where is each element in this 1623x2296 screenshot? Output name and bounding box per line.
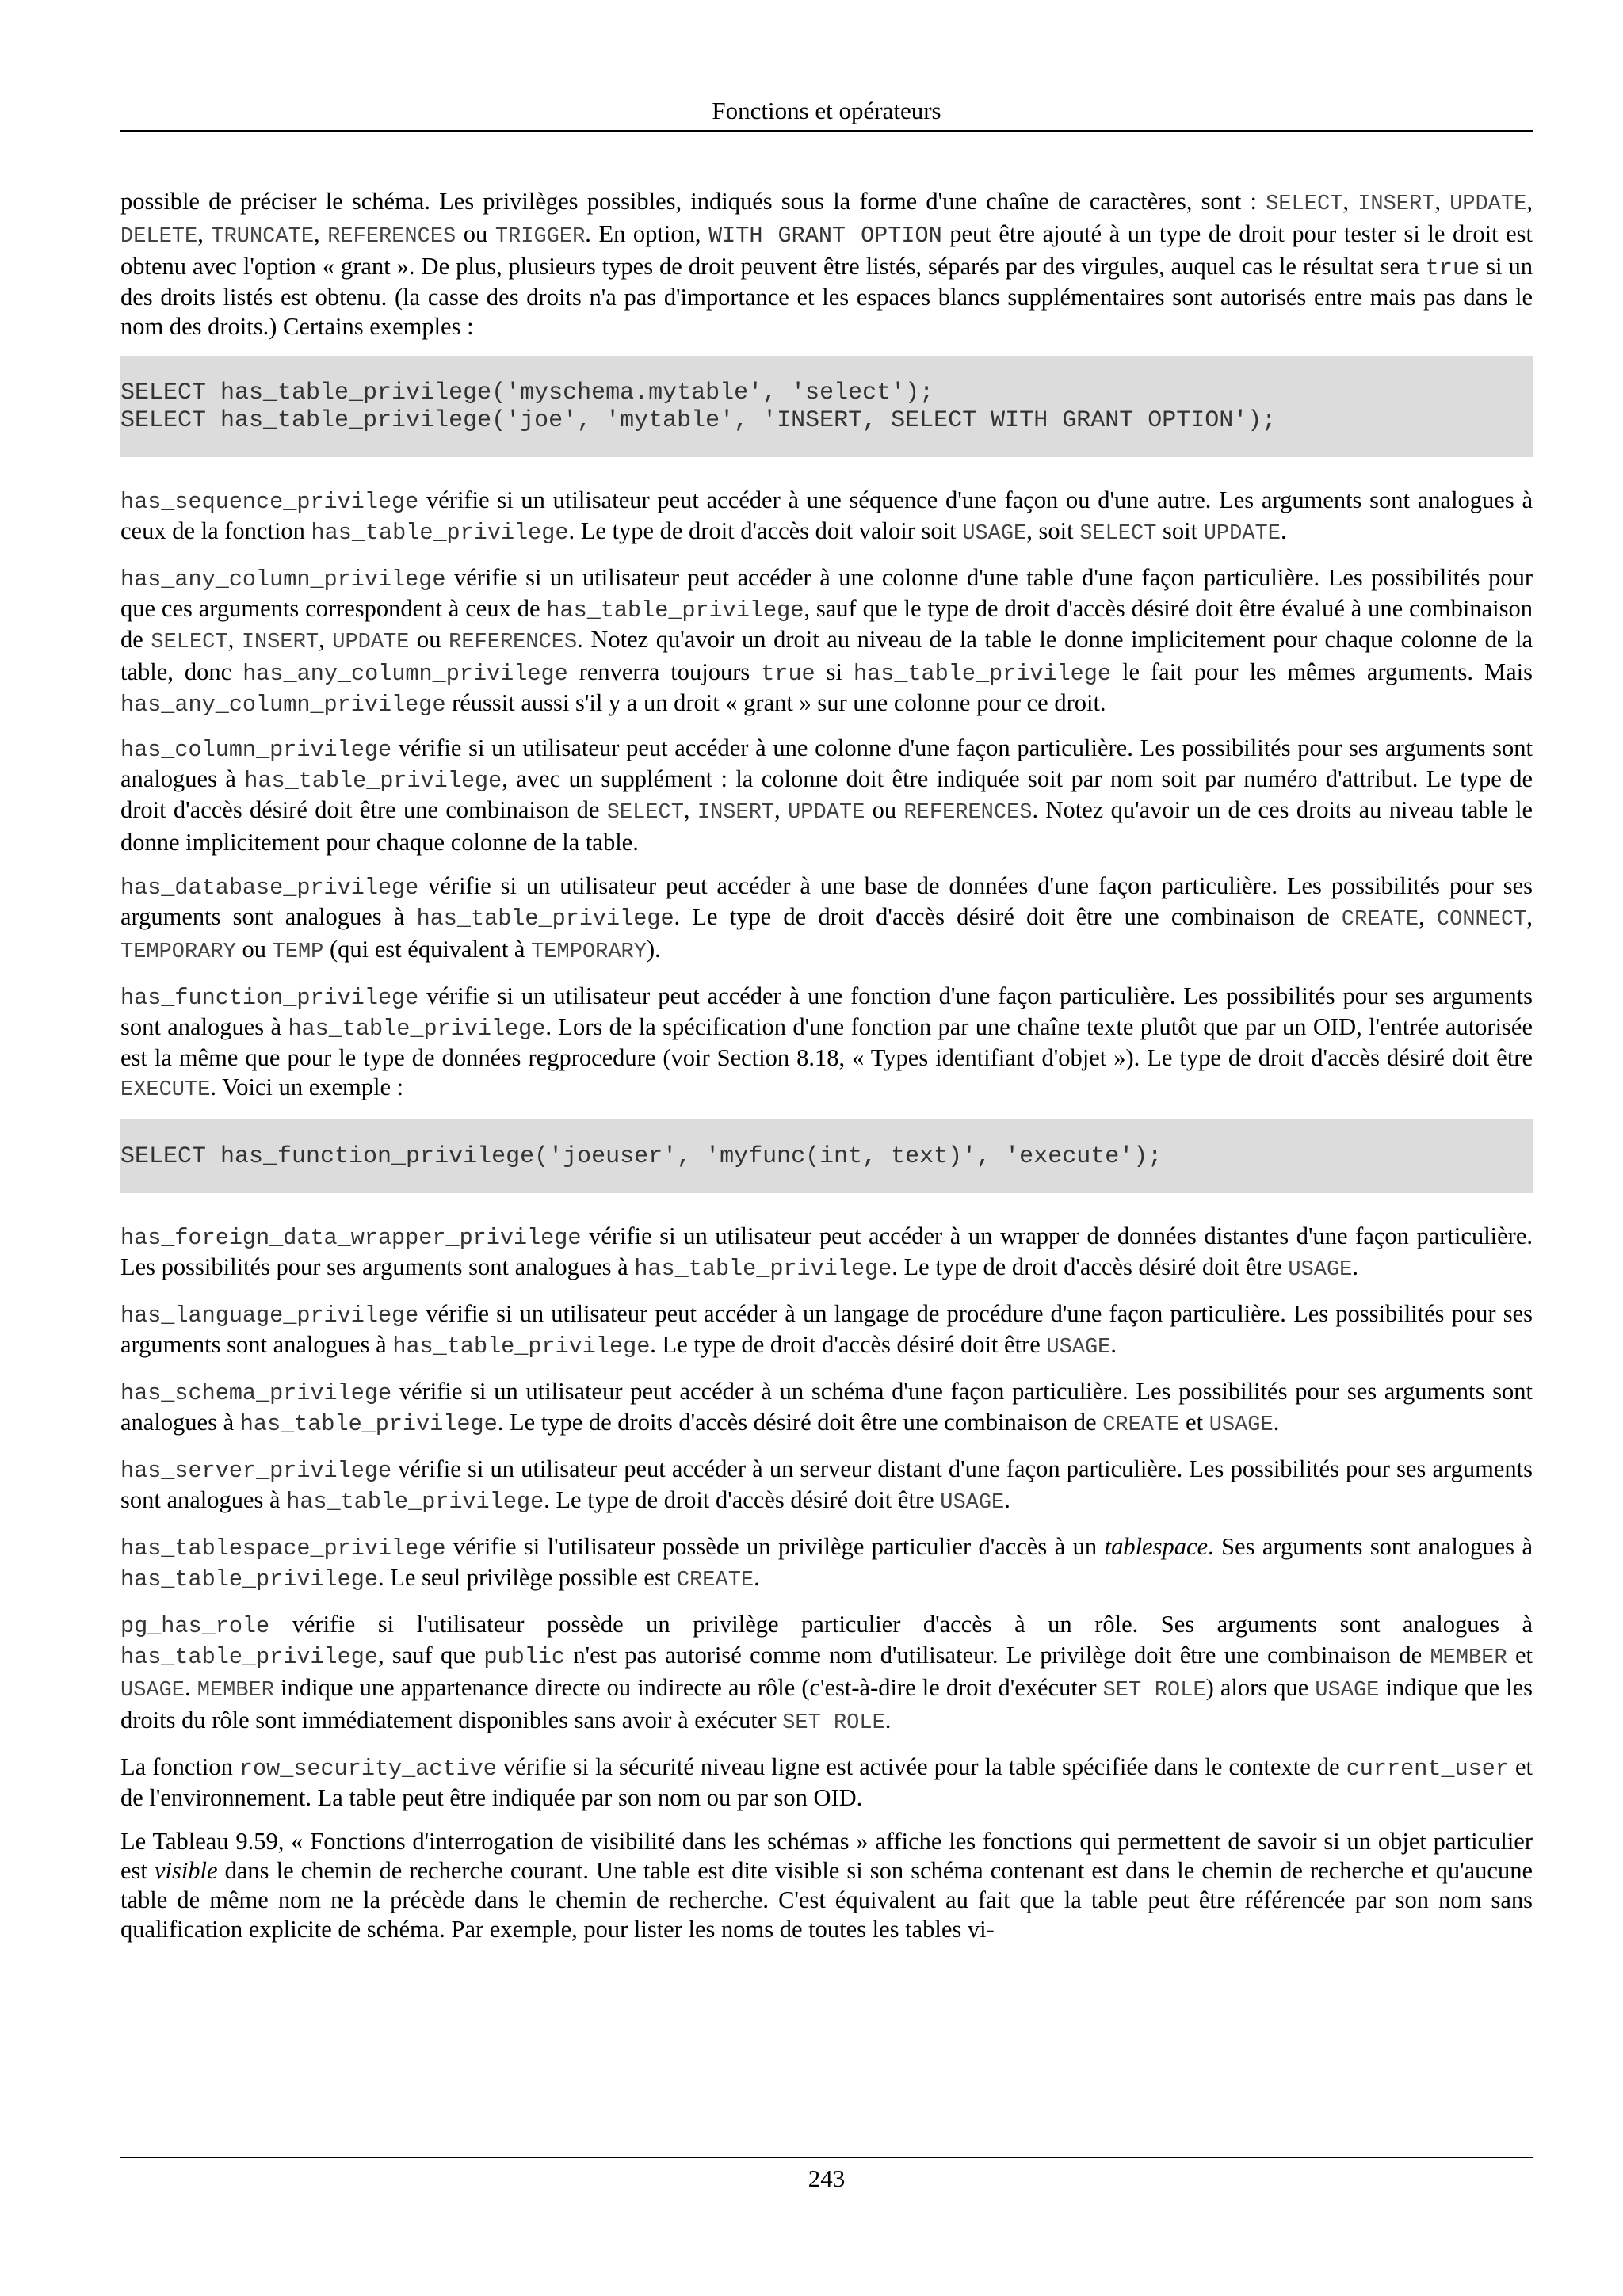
paragraph-has-tablespace-privilege: has_tablespace_privilege vérifie si l'utilisateur possède un privilège particulier d'accès à un tablespace. Ses arguments sont analogues à has_table_privilege. Le seul privilège possible est CREATE. — [120, 1533, 1533, 1592]
code-line: SELECT has_table_privilege('joe', 'mytable', 'INSERT, SELECT WITH GRANT OPTION'); — [120, 407, 1277, 434]
paragraph-has-foreign-data-wrapper-privilege: has_foreign_data_wrapper_privilege vérifie si un utilisateur peut accéder à un wrapper de données distantes d'une façon particulière. Les possibilités pour ses arguments sont analogues à has_table_privilege. Le type de droit d'accès désiré doit être USAGE. — [120, 1222, 1533, 1282]
paragraph-has-language-privilege: has_language_privilege vérifie si un utilisateur peut accéder à un langage de procédure d'une façon particulière. Les possibilités pour ses arguments sont analogues à has_table_privilege. Le type de droit d'accès désiré doit être USAGE. — [120, 1300, 1533, 1360]
paragraph-has-function-privilege: has_function_privilege vérifie si un utilisateur peut accéder à une fonction d'une façon particulière. Les possibilités pour ses arguments sont analogues à has_table_privilege. Lors de la spécification d'une fonction par une chaîne texte plutôt que par un OID, l'entrée autorisée est la même que pour le type de données regprocedure (voir Section 8.18, « Types identifiant d'objet »). Le type de droit d'accès désiré doit être EXECUTE. Voici un exemple : — [120, 982, 1533, 1102]
paragraph-row-security-active: La fonction row_security_active vérifie si la sécurité niveau ligne est activée pour la table spécifiée dans le contexte de current_user et de l'environnement. La table peut être indiquée par son nom ou par son OID. — [120, 1753, 1533, 1811]
paragraph-has-sequence-privilege: has_sequence_privilege vérifie si un utilisateur peut accéder à une séquence d'une façon ou d'une autre. Les arguments sont analogues à ceux de la fonction has_table_privilege. Le type de droit d'accès doit valoir soit USAGE, soit SELECT soit UPDATE. — [120, 486, 1533, 546]
code-example-table-privilege — [120, 356, 1533, 457]
page-header: Fonctions et opérateurs — [120, 93, 1533, 132]
code-line: SELECT has_function_privilege('joeuser', 'myfunc(int, text)', 'execute'); — [120, 1143, 1163, 1170]
paragraph-pg-has-role: pg_has_role vérifie si l'utilisateur possède un privilège particulier d'accès à un rôle. Ses arguments sont analogues à has_table_privilege, sauf que public n'est pas autorisé comme nom d'utilisateur. Le privilège doit être une combinaison de MEMBER et USAGE. MEMBER indique une appartenance directe ou indirecte au rôle (c'est-à-dire le droit d'exécuter SET ROLE) alors que USAGE indique que les droits du rôle sont immédiatement disponibles sans avoir à exécuter SET ROLE. — [120, 1611, 1533, 1735]
paragraph-has-schema-privilege: has_schema_privilege vérifie si un utilisateur peut accéder à un schéma d'une façon particulière. Les possibilités pour ses arguments sont analogues à has_table_privilege. Le type de droits d'accès désiré doit être une combinaison de CREATE et USAGE. — [120, 1378, 1533, 1437]
paragraph-has-database-privilege: has_database_privilege vérifie si un utilisateur peut accéder à une base de données d'une façon particulière. Les possibilités pour ses arguments sont analogues à has_table_privilege. Le type de droit d'accès désiré doit être une combinaison de CREATE, CONNECT, TEMPORARY ou TEMP (qui est équivalent à TEMPORARY). — [120, 872, 1533, 964]
paragraph-has-column-privilege: has_column_privilege vérifie si un utilisateur peut accéder à une colonne d'une façon particulière. Les possibilités pour ses arguments sont analogues à has_table_privilege, avec un supplément : la colonne doit être indiquée soit par nom soit par numéro d'attribut. Le type de droit d'accès désiré doit être une combinaison de SELECT, INSERT, UPDATE ou REFERENCES. Notez qu'avoir un de ces droits au niveau table le donne implicitement pour chaque colonne de la table. — [120, 734, 1533, 856]
paragraph-has-any-column-privilege: has_any_column_privilege vérifie si un utilisateur peut accéder à une colonne d'une table d'une façon particulière. Les possibilités pour que ces arguments correspondent à ceux de has_table_privilege, sauf que le type de droit d'accès désiré doit être évalué à une combinaison de SELECT, INSERT, UPDATE ou REFERENCES. Notez qu'avoir un droit au niveau de la table le donne implicitement pour chaque colonne de la table, donc has_any_column_privilege renverra toujours true si has_table_privilege le fait pour les mêmes arguments. Mais has_any_column_privilege réussit aussi s'il y a un droit « grant » sur une colonne pour ce droit. — [120, 564, 1533, 718]
page-number: 243 — [120, 2157, 1533, 2193]
code-line: SELECT has_table_privilege('myschema.mytable', 'select'); — [120, 379, 934, 406]
intro-paragraph: possible de préciser le schéma. Les privilèges possibles, indiqués sous la forme d'une chaîne de caractères, sont : SELECT, INSERT, UPDATE, DELETE, TRUNCATE, REFERENCES ou TRIGGER. En option, WITH GRANT OPTION peut être ajouté à un type de droit pour tester si le droit est obtenu avec l'option « grant ». De plus, plusieurs types de droit peuvent être listés, séparés par des virgules, auquel cas le résultat sera true si un des droits listés est obtenu. (la casse des droits n'a pas d'importance et les espaces blancs supplémentaires sont autorisés entre mais pas dans le nom des droits.) Certains exemples : — [120, 188, 1533, 340]
paragraph-has-server-privilege: has_server_privilege vérifie si un utilisateur peut accéder à un serveur distant d'une façon particulière. Les possibilités pour ses arguments sont analogues à has_table_privilege. Le type de droit d'accès désiré doit être USAGE. — [120, 1455, 1533, 1515]
page-content — [120, 187, 1533, 1958]
paragraph-schema-visibility: Le Tableau 9.59, « Fonctions d'interrogation de visibilité dans les schémas » affiche les fonctions qui permettent de savoir si un objet particulier est visible dans le chemin de recherche courant. Une table est dite visible si son schéma contenant est dans le chemin de recherche et qu'aucune table de même nom ne la précède dans le chemin de recherche. C'est équivalent au fait que la table peut être référencée par son nom sans qualification explicite de schéma. Par exemple, pour lister les noms de toutes les tables vi- — [120, 1828, 1533, 1943]
code-example-function-privilege — [120, 1119, 1533, 1193]
